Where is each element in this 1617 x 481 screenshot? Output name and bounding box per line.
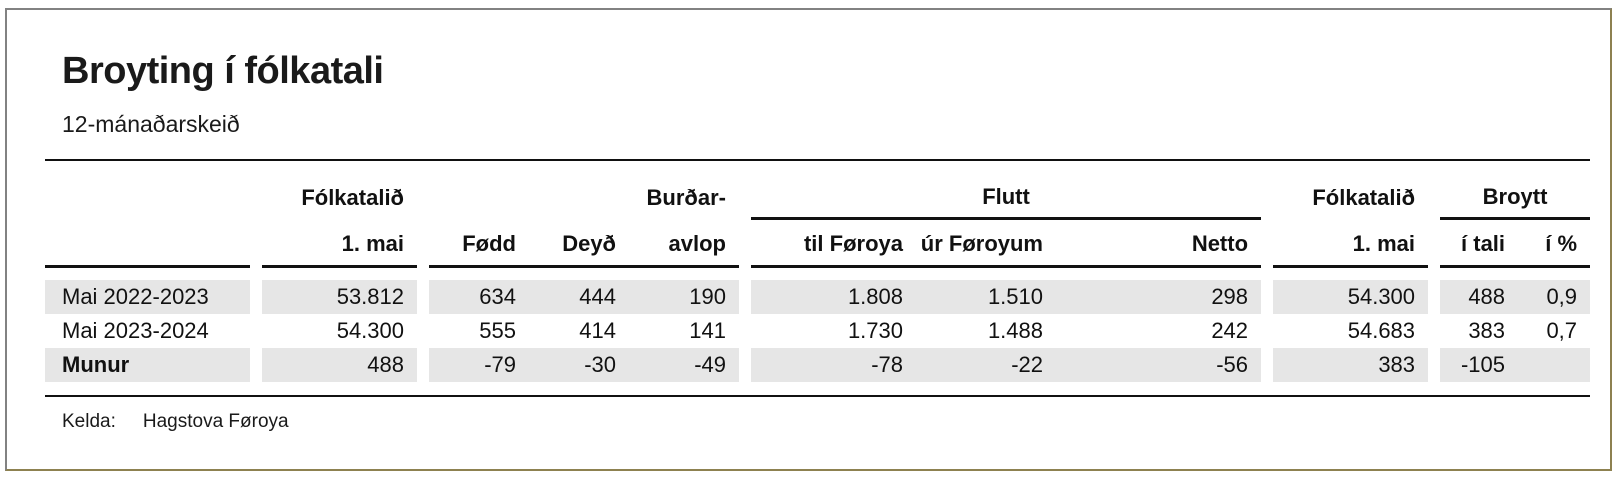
cell-folkatalid-2: 383	[1273, 348, 1428, 382]
page-title: Broyting í fólkatali	[62, 50, 384, 92]
col-header-fodd: Fødd	[429, 218, 529, 266]
cell-til-foroya: -78	[751, 348, 916, 382]
column-header-row	[45, 218, 1590, 266]
cell-fodd: 634	[429, 280, 529, 314]
page-frame	[5, 8, 1612, 471]
table-row-mai-2023-2024	[45, 314, 1590, 348]
cell-i-prosent	[1518, 348, 1590, 382]
source-label: Kelda:	[62, 411, 116, 432]
cell-ur-foroyum: 1.510	[916, 280, 1056, 314]
col-header-netto: Netto	[1056, 218, 1261, 266]
col-header-til-foroya: til Føroya	[751, 218, 916, 266]
source-name: Hagstova Føroya	[142, 411, 289, 432]
col-header-i-prosent: í %	[1518, 218, 1590, 266]
row-label: Munur	[45, 348, 250, 382]
group-header-row	[45, 160, 1590, 218]
cell-folkatalid-1: 488	[262, 348, 417, 382]
source-line	[62, 411, 289, 433]
cell-folkatalid-1: 53.812	[262, 280, 417, 314]
cell-deyd: 444	[529, 280, 629, 314]
cell-ur-foroyum: -22	[916, 348, 1056, 382]
cell-deyd: -30	[529, 348, 629, 382]
cell-fodd: -79	[429, 348, 529, 382]
col-header-i-tali: í tali	[1440, 218, 1518, 266]
cell-netto: 298	[1056, 280, 1261, 314]
col-header-ur-foroyum: úr Føroyum	[916, 218, 1056, 266]
col-header-mai-1: 1. mai	[262, 218, 417, 266]
group-header-folkatalid-1: Fólkatalið	[301, 185, 404, 210]
row-label: Mai 2022-2023	[45, 280, 250, 314]
cell-folkatalid-1: 54.300	[336, 318, 404, 343]
cell-i-tali: 383	[1468, 318, 1506, 343]
cell-i-tali: -105	[1440, 348, 1518, 382]
cell-ur-foroyum: 1.488	[987, 318, 1043, 343]
group-header-burdar: Burðar-	[646, 185, 726, 210]
cell-deyd: 414	[579, 318, 616, 343]
cell-avlop: 141	[689, 318, 726, 343]
col-header-avlop: avlop	[629, 218, 739, 266]
cell-folkatalid-2: 54.683	[1347, 318, 1416, 343]
spacer-row	[45, 382, 1590, 396]
table-row-munur	[45, 348, 1590, 382]
col-header-deyd: Deyð	[529, 218, 629, 266]
group-header-blank	[45, 160, 250, 218]
cell-folkatalid-2: 54.300	[1273, 280, 1428, 314]
spacer-row	[45, 266, 1590, 280]
cell-i-tali: 488	[1440, 280, 1518, 314]
col-header-mai-2: 1. mai	[1273, 218, 1428, 266]
group-header-flutt: Flutt	[751, 160, 1261, 218]
col-header-blank	[45, 218, 250, 266]
cell-avlop: -49	[629, 348, 739, 382]
cell-i-prosent: 0,7	[1546, 318, 1578, 343]
cell-netto: -56	[1056, 348, 1261, 382]
page-subtitle: 12-mánaðarskeið	[62, 111, 240, 137]
row-label: Mai 2023-2024	[62, 318, 209, 343]
table-row-mai-2022-2023	[45, 280, 1590, 314]
cell-fodd: 555	[479, 318, 516, 343]
group-header-broytt: Broytt	[1440, 160, 1590, 218]
cell-netto: 242	[1211, 318, 1249, 343]
group-header-folkatalid-2: Fólkatalið	[1312, 185, 1416, 210]
cell-til-foroya: 1.730	[847, 318, 903, 343]
population-change-table	[45, 159, 1590, 397]
cell-i-prosent: 0,9	[1518, 280, 1590, 314]
cell-avlop: 190	[629, 280, 739, 314]
cell-til-foroya: 1.808	[751, 280, 916, 314]
